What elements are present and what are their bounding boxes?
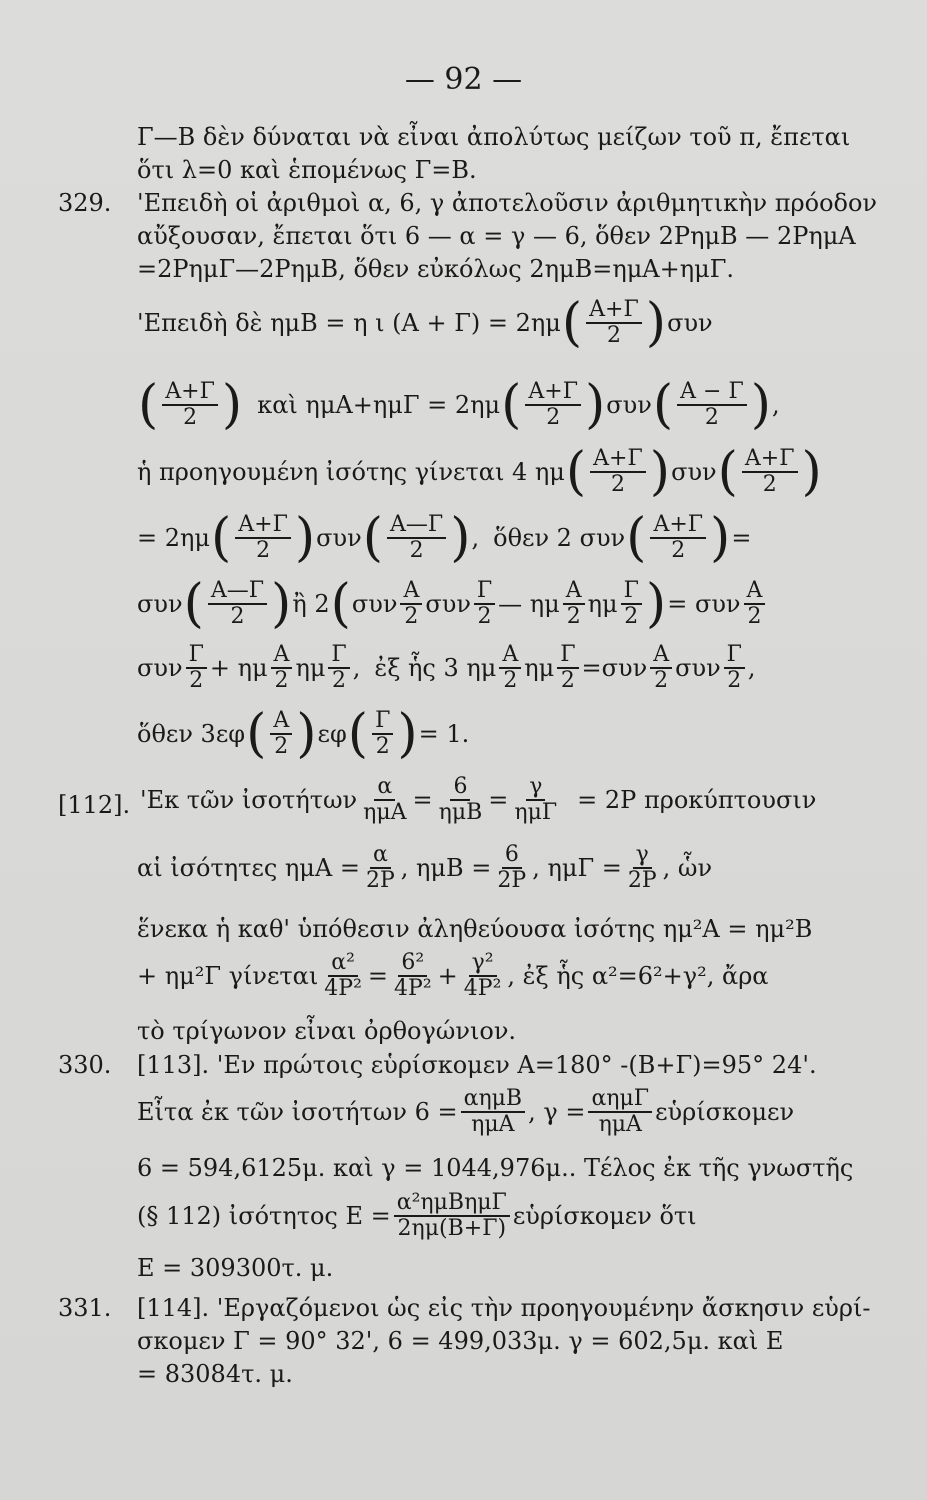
fraction: $\frac{\Gamma}{2}$ xyxy=(474,579,495,629)
text-line: ἕνεκα ἡ καθ' ὑπόθεσιν ἀληθεύουσα ἰσότης ημ²Α = ημ²Β xyxy=(137,915,813,943)
fraction: $\frac{A+\Gamma}{2}$ xyxy=(235,513,291,563)
text: ἐξ ἧς 3 ημ xyxy=(374,654,497,682)
formula-line xyxy=(137,1082,794,1142)
text: συν xyxy=(316,524,362,552)
fraction: $\frac{\gamma}{\text{ημΓ}}$ xyxy=(514,774,558,825)
formula-line xyxy=(137,442,823,502)
paren: ( xyxy=(330,574,351,634)
text-line: =2ΡημΓ—2ΡημΒ, ὅθεν εὐκόλως 2ημΒ=ημΑ+ημΓ. xyxy=(137,255,734,283)
paren: ) xyxy=(271,574,292,634)
exercise-number: [112]. xyxy=(58,791,131,819)
paren: ( xyxy=(183,574,204,634)
text-line: ὅτι λ=0 καὶ ἑπομένως Γ=Β. xyxy=(137,156,477,184)
text: , ἐξ ἧς α²=6²+γ², ἄρα xyxy=(507,962,769,990)
fraction: $\frac{\text{α²ημΒημΓ}}{2\eta\mu(B+\Gamma)}$ xyxy=(394,1191,510,1241)
text-line: Γ—Β δὲν δύναται νὰ εἶναι ἀπολύτως μείζων τοῦ π, ἔπεται xyxy=(137,123,851,151)
paren: ( xyxy=(652,375,674,435)
text: 'Επειδὴ δὲ ημΒ = η ι (Α + Γ) = 2ημ xyxy=(137,309,561,337)
text: = xyxy=(367,962,389,990)
fraction: $\frac{A+\Gamma}{2}$ xyxy=(162,380,218,430)
formula-line: = 2ημ ( $\frac{A+\Gamma}{2}$ ) συν ( $\frac{A—\Gamma}{2}$ ) , ὅθεν 2 συν ( $\frac{A+\Gamma}{2}$ ) = xyxy=(137,508,752,568)
fraction: $\frac{A}{2}$ xyxy=(270,709,292,759)
paren: ) xyxy=(294,508,316,568)
text: (§ 112) ἰσότητος Ε = xyxy=(137,1202,391,1230)
paren: ( xyxy=(138,375,159,435)
text-line: [113]. 'Εν πρώτοις εὑρίσκομεν Α=180° -(Β+Γ)=95° 24'. xyxy=(137,1051,817,1079)
text: = 1. xyxy=(418,720,470,748)
fraction: $\frac{\Gamma}{2}$ xyxy=(372,709,393,759)
text: εφ xyxy=(317,720,347,748)
text-line: τὸ τρίγωνον εἶναι ὀρθογώνιον. xyxy=(137,1017,517,1045)
fraction: $\frac{A+\Gamma}{2}$ xyxy=(525,380,581,430)
fraction: $\frac{A}{2}$ xyxy=(650,643,672,693)
paren: ) xyxy=(645,293,667,353)
text: ημ xyxy=(524,654,555,682)
fraction: $\frac{\Gamma}{2}$ xyxy=(557,643,578,693)
text: Εἶτα ἐκ τῶν ἰσοτήτων 6 = xyxy=(137,1098,458,1126)
text-line: σκομεν Γ = 90° 32', 6 = 499,033μ. γ = 602,5μ. καὶ Ε xyxy=(137,1327,784,1355)
text: ἢ 2 xyxy=(292,590,330,618)
text: καὶ ημΑ+ημΓ = 2ημ xyxy=(257,391,501,419)
exercise-number: 329. xyxy=(58,189,112,217)
paren: ) xyxy=(710,508,731,568)
text: εὑρίσκομεν xyxy=(655,1098,795,1126)
fraction: $\frac{6}{\text{ημΒ}}$ xyxy=(438,774,483,825)
text: = xyxy=(731,524,752,552)
paren: ( xyxy=(565,442,587,502)
exercise-number: 330. xyxy=(58,1051,112,1079)
paren: ( xyxy=(717,442,738,502)
paren: ( xyxy=(362,508,384,568)
exercise-number: 331. xyxy=(58,1294,112,1322)
text: ὅθεν 3εφ xyxy=(137,720,246,748)
fraction: $\frac{\Gamma}{2}$ xyxy=(186,643,207,693)
text-line: αὔξουσαν, ἔπεται ὅτι 6 — α = γ — 6, ὅθεν 2ΡημΒ — 2ΡημΑ xyxy=(137,222,856,250)
formula-line xyxy=(137,838,712,898)
paren: ( xyxy=(210,508,232,568)
fraction: $\frac{A+\Gamma}{2}$ xyxy=(590,447,646,497)
fraction: $\frac{\alpha}{\text{ημΑ}}$ xyxy=(363,774,407,825)
fraction: $\frac{A}{2}$ xyxy=(499,643,521,693)
text: , ὧν xyxy=(662,854,713,882)
text: αἱ ἰσότητες ημΑ = xyxy=(137,854,360,882)
page-number: — 92 — xyxy=(404,62,523,97)
text: , ημΒ = xyxy=(400,854,492,882)
formula-line xyxy=(137,1186,697,1246)
fraction: $\frac{\text{αημΓ}}{\text{ημΑ}}$ xyxy=(588,1087,652,1137)
text: + xyxy=(437,962,458,990)
text-line: Ε = 309300τ. μ. xyxy=(137,1254,334,1282)
paren: ) xyxy=(221,375,243,435)
text: συν xyxy=(671,458,717,486)
fraction: $\frac{\gamma}{2P}$ xyxy=(627,842,657,893)
fraction: $\frac{A+\Gamma}{2}$ xyxy=(742,447,798,497)
fraction: $\frac{A—\Gamma}{2}$ xyxy=(208,579,267,629)
text: = 2ημ xyxy=(137,524,210,552)
text-line: 'Επειδὴ οἱ ἀριθμοὶ α, 6, γ ἀποτελοῦσιν ἀριθμητικὴν πρόοδον xyxy=(137,189,878,217)
fraction: $\frac{A+\Gamma}{2}$ xyxy=(586,298,642,348)
text: ημ xyxy=(295,654,326,682)
text: , ημΓ = xyxy=(532,854,622,882)
text: =συν xyxy=(581,654,648,682)
text-line: = 83084τ. μ. xyxy=(137,1360,293,1388)
fraction: $\frac{\alpha}{2P}$ xyxy=(365,842,395,893)
text: εὑρίσκομεν ὅτι xyxy=(512,1202,697,1230)
text: + ημ²Γ γίνεται xyxy=(137,962,319,990)
paren: ( xyxy=(626,508,647,568)
paren: ) xyxy=(649,442,671,502)
fraction: $\frac{\text{αημΒ}}{\text{ημΑ}}$ xyxy=(461,1087,526,1137)
text: = συν xyxy=(667,590,741,618)
paren: ) xyxy=(750,375,772,435)
text: , γ = xyxy=(528,1098,586,1126)
paren: ) xyxy=(584,375,606,435)
text: 'Εκ τῶν ἰσοτήτων xyxy=(140,786,358,814)
formula-line xyxy=(137,293,713,353)
formula-line: ( $\frac{A+\Gamma}{2}$ ) καὶ ημΑ+ημΓ = 2ημ ( $\frac{A+\Gamma}{2}$ ) συν ( $\frac{A - \Gamma}{2}$ ) , xyxy=(138,375,780,435)
formula-line xyxy=(137,704,469,764)
text: — ημ xyxy=(498,590,560,618)
paren: ( xyxy=(561,293,583,353)
fraction: $\frac{A+\Gamma}{2}$ xyxy=(650,513,706,563)
formula-line xyxy=(137,946,769,1006)
fraction: $\frac{\text{α²}}{\text{4Ρ²}}$ xyxy=(324,950,362,1001)
paren: ) xyxy=(296,704,317,764)
fraction: $\frac{\Gamma}{2}$ xyxy=(328,643,349,693)
text: συν xyxy=(425,590,471,618)
formula-line: 'Εκ τῶν ἰσοτήτων $\frac{\alpha}{\text{ημΑ}}$ = $\frac{6}{\text{ημΒ}}$ = $\frac{\gamma}{\text{ημΓ}}$ = 2Ρ προκύπτουσιν xyxy=(140,774,817,825)
text-line: 6 = 594,6125μ. καὶ γ = 1044,976μ.. Τέλος ἐκ τῆς γνωστῆς xyxy=(137,1154,854,1182)
paren: ( xyxy=(501,375,522,435)
fraction: $\frac{A - \Gamma}{2}$ xyxy=(677,380,747,430)
text: ημ xyxy=(587,590,618,618)
formula-line: συν $\frac{\Gamma}{2}$ + ημ $\frac{A}{2}$ ημ $\frac{\Gamma}{2}$ , ἐξ ἧς 3 ημ $\frac{A}{2}$ ημ $\frac{\Gamma}{2}$ =συν $\frac{A}{2}$ συν $\frac{\Gamma}{2}$ , xyxy=(137,642,756,693)
fraction: $\frac{\Gamma}{2}$ xyxy=(724,643,745,693)
paren: ( xyxy=(347,704,369,764)
text: συν xyxy=(606,391,652,419)
fraction: $\frac{\text{γ²}}{\text{4Ρ²}}$ xyxy=(463,950,502,1001)
fraction: $\frac{\text{6²}}{\text{4Ρ²}}$ xyxy=(394,950,432,1001)
text: συν xyxy=(137,654,183,682)
text: συν xyxy=(675,654,721,682)
text-line: [114]. 'Εργαζόμενοι ὡς εἰς τὴν προηγουμένην ἄσκησιν εὑρί- xyxy=(137,1294,871,1322)
fraction: $\frac{A—\Gamma}{2}$ xyxy=(387,513,446,563)
paren: ) xyxy=(397,704,418,764)
fraction: $\frac{\Gamma}{2}$ xyxy=(621,579,642,629)
paren: ) xyxy=(450,508,471,568)
fraction: $\frac{A}{2}$ xyxy=(271,643,293,693)
text: = 2Ρ προκύπτουσιν xyxy=(577,786,817,814)
fraction: $\frac{A}{2}$ xyxy=(563,579,585,629)
text: συν xyxy=(667,309,713,337)
text: συν xyxy=(137,590,183,618)
formula-line xyxy=(137,574,768,634)
fraction: $\frac{6}{2P}$ xyxy=(497,842,527,893)
paren: ( xyxy=(246,704,267,764)
fraction: $\frac{A}{2}$ xyxy=(744,579,766,629)
text: ὅθεν 2 συν xyxy=(493,524,626,552)
text: ἡ προηγουμένη ἰσότης γίνεται 4 ημ xyxy=(137,458,565,486)
paren: ) xyxy=(645,574,667,634)
text: + ημ xyxy=(209,654,268,682)
text: συν xyxy=(351,590,398,618)
fraction: $\frac{A}{2}$ xyxy=(400,579,422,629)
paren: ) xyxy=(801,442,822,502)
